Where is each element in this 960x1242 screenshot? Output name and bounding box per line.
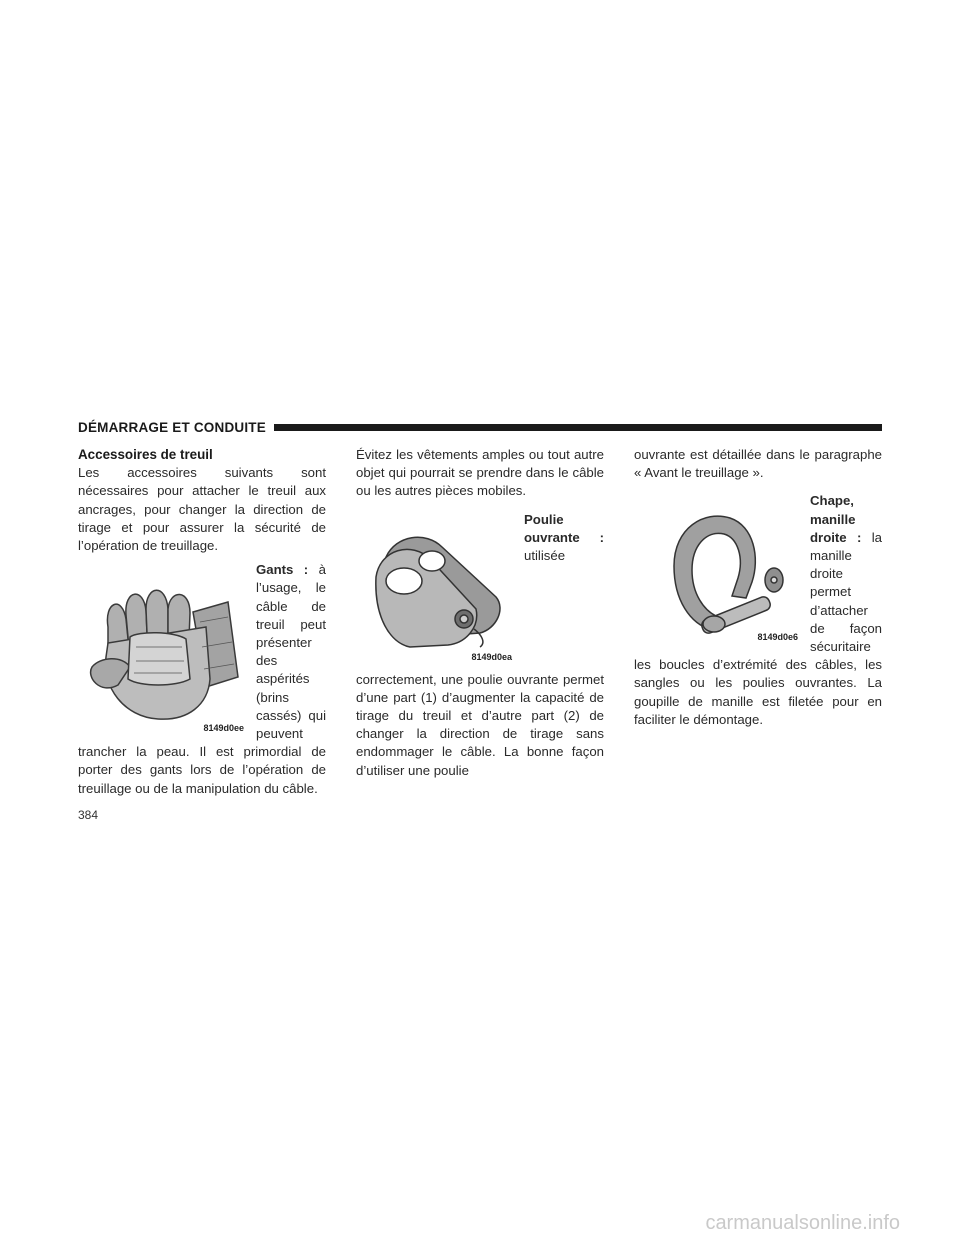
header-title: DÉMARRAGE ET CONDUITE (78, 419, 266, 435)
column-1 (78, 446, 326, 798)
gloves-illustration (78, 567, 248, 739)
header-rule (274, 424, 882, 431)
shackle-illustration (634, 498, 802, 648)
gloves-term: Gants : (256, 562, 309, 578)
intro-paragraph: Les accessoires suivants sont nécessaires pour attacher le treuil aux ancrages, pour changer la direction de tirage et pour assurer la sécurité de l’opération de treuillage. (78, 465, 326, 554)
pulley-figure-label: 8149d0ea (471, 652, 512, 663)
shackle-term: Chape, manille droite : (810, 493, 862, 545)
pulley-illustration (356, 517, 516, 669)
gloves-text: à l’usage, le câble de treuil peut présenter des aspérités (brins cassés) qui peuvent trancher la peau. Il est primordial de porter des gants lors de l’opération de treuillage ou de la manipulation du câble. (78, 562, 326, 796)
shackle-figure-label: 8149d0e6 (757, 632, 798, 643)
pulley-text: utilisée correctement, une poulie ouvrante permet d’une part (1) d’augmenter la capacité de tirage du treuil et d’autre part (2) de changer la direction de tirage sans endommager le câble. La bonne façon d’utiliser une poulie (356, 548, 604, 778)
page-number: 384 (78, 808, 99, 822)
column-3 (634, 446, 882, 729)
watermark: carmanualsonline.info (705, 1212, 900, 1234)
shackle-icon (634, 498, 802, 648)
page-header (78, 418, 882, 436)
shackle-text: la manille droite permet d’attacher de façon sécuritaire les boucles d’extrémité des câbles, les sangles ou les poulies ouvrantes. La goupille de manille est filetée pour en faciliter le démontage. (634, 529, 882, 727)
column-2 (356, 446, 604, 780)
pulley-icon (356, 517, 516, 669)
pulley-term: Poulie ouvrante : (524, 511, 604, 545)
section-title: Accessoires de treuil (78, 447, 213, 462)
gloves-figure-label: 8149d0ee (203, 723, 244, 734)
pulley-continuation: ouvrante est détaillée dans le paragraphe « Avant le treuillage ». (634, 447, 882, 481)
clothing-paragraph: Évitez les vêtements amples ou tout autre objet qui pourrait se prendre dans le câble ou les autres pièces mobiles. (356, 447, 604, 499)
gloves-icon (78, 567, 248, 739)
